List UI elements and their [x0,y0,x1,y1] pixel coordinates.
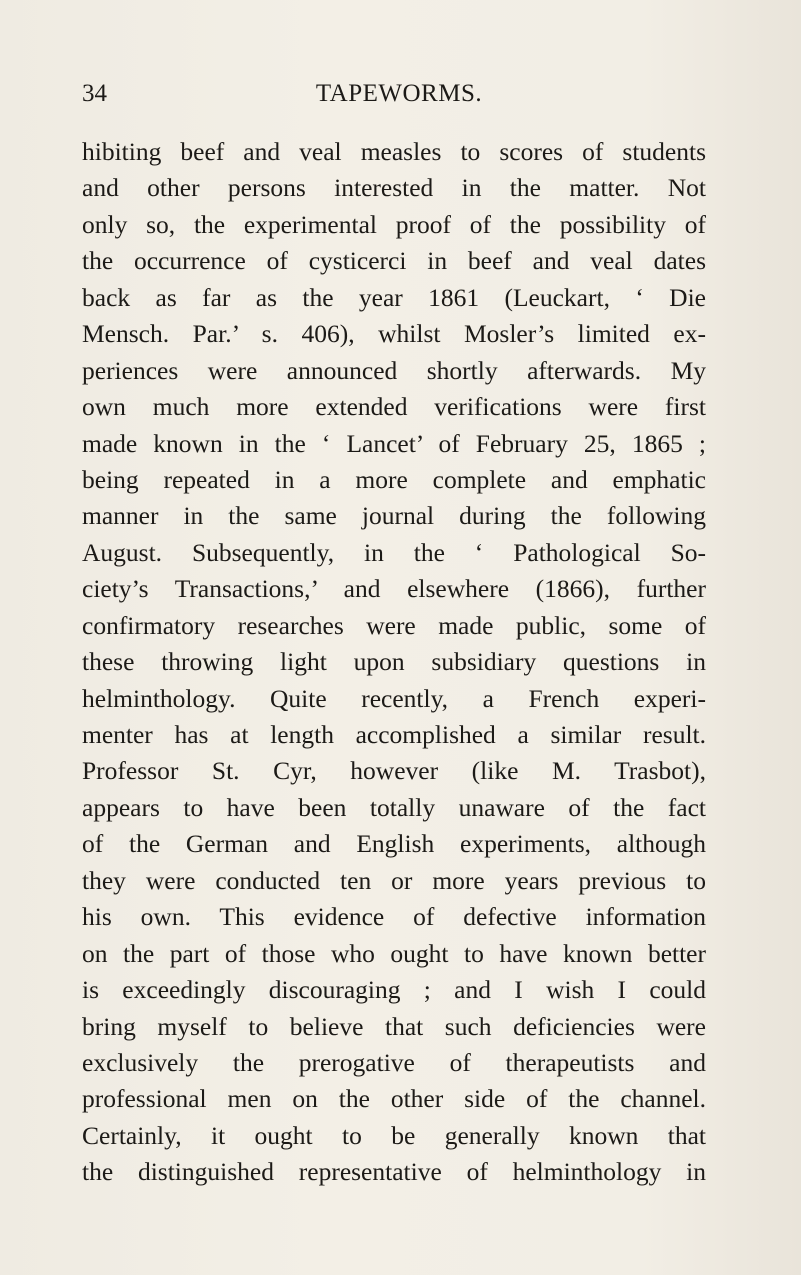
text-line: August. Subsequently, in the ‘ Pathological So- [82,537,706,567]
text-line: on the part of those who ought to have known better [82,938,706,968]
text-line: the distinguished representative of helminthology in [82,1157,706,1187]
text-line: Professor St. Cyr, however (like M. Trasbot), [82,756,706,786]
text-line: own much more extended verifications were first [82,392,706,422]
running-title: TAPEWORMS. [315,80,483,107]
running-head [82,80,704,114]
text-line: the occurrence of cysticerci in beef and veal dates [82,246,706,276]
body-paragraph [82,134,706,1191]
text-line: appears to have been totally unaware of the fact [82,792,706,822]
text-line: back as far as the year 1861 (Leuckart, ‘ Die [82,282,706,312]
text-line: manner in the same journal during the following [82,501,706,531]
text-line: confirmatory researches were made public, some of [82,610,706,640]
text-line: his own. This evidence of defective information [82,902,706,932]
text-line: made known in the ‘ Lancet’ of February 25, 1865 ; [82,428,706,458]
text-line: being repeated in a more complete and emphatic [82,464,706,494]
text-line: they were conducted ten or more years previous to [82,865,706,895]
text-line: bring myself to believe that such deficiencies were [82,1011,706,1041]
text-line: these throwing light upon subsidiary questions in [82,647,706,677]
text-line: hibiting beef and veal measles to scores of students [82,137,706,166]
text-line: ciety’s Transactions,’ and elsewhere (1866), further [82,574,706,604]
text-line: menter has at length accomplished a similar result. [82,720,706,749]
text-line: and other persons interested in the matter. Not [82,173,706,203]
text-line: professional men on the other side of the channel. [82,1084,706,1114]
text-line: exclusively the prerogative of therapeutists and [82,1047,706,1077]
text-line: only so, the experimental proof of the possibility of [82,209,706,239]
text-line: periences were announced shortly afterwards. My [82,355,706,385]
text-line: Mensch. Par.’ s. 406), whilst Mosler’s limited ex- [82,319,706,349]
page-number: 34 [82,80,107,107]
text-line: helminthology. Quite recently, a French experi- [82,683,706,713]
text-line: of the German and English experiments, although [82,829,706,859]
text-line: Certainly, it ought to be generally known that [82,1120,706,1150]
text-line: is exceedingly discouraging ; and I wish I could [82,975,706,1005]
